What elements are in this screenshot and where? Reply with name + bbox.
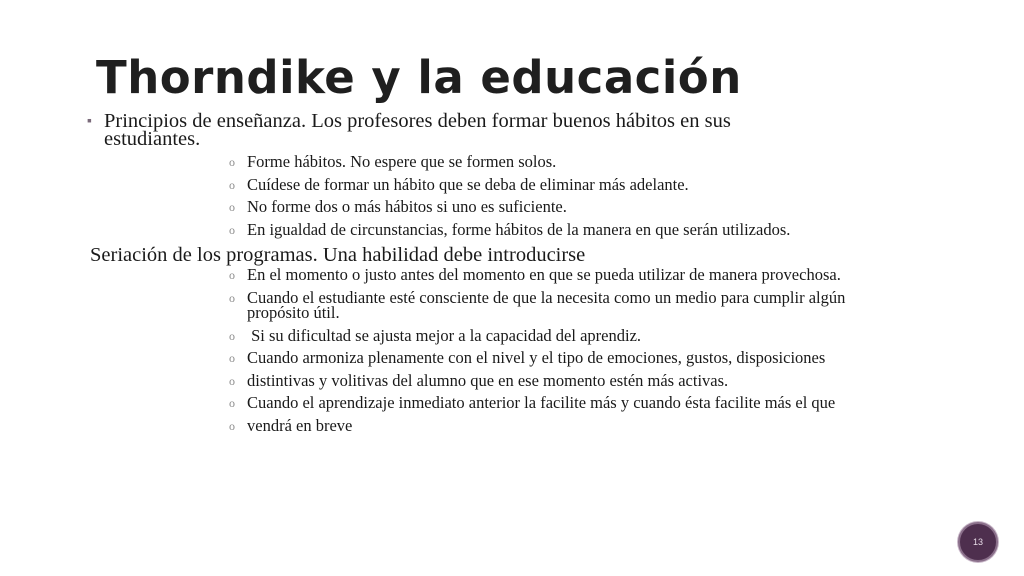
section1-heading: Principios de enseñanza. Los profesores deben formar buenos hábitos en sus estudiantes. — [104, 110, 731, 150]
section1-heading-item — [87, 110, 824, 150]
list-item — [229, 197, 897, 217]
list-item — [229, 174, 897, 194]
circle-bullet-icon: o — [229, 418, 235, 433]
list-item-text: Cuando el estudiante esté consciente de que la necesita como un medio para cumplir algún propósito útil. — [247, 287, 846, 322]
list-item-text: vendrá en breve — [247, 415, 353, 435]
slide-number-badge — [958, 522, 998, 562]
circle-bullet-icon: o — [229, 290, 235, 305]
circle-bullet-icon: o — [229, 177, 235, 192]
list-item — [229, 415, 897, 435]
list-item — [229, 325, 897, 345]
list-item-text: No forme dos o más hábitos si uno es suficiente. — [247, 197, 567, 217]
circle-bullet-icon: o — [229, 373, 235, 388]
list-item — [229, 370, 897, 390]
list-item — [229, 219, 897, 239]
circle-bullet-icon: o — [229, 222, 235, 237]
circle-bullet-icon: o — [229, 328, 235, 343]
slide-number: 13 — [972, 537, 983, 547]
list-item-text: Cuando armoniza plenamente con el nivel y el tipo de emociones, gustos, disposiciones — [247, 348, 826, 368]
list-item-text: Cuídese de formar un hábito que se deba de eliminar más adelante. — [247, 174, 689, 194]
list-item-text: Si su dificultad se ajusta mejor a la capacidad del aprendiz. — [247, 325, 642, 345]
square-bullet-icon: ▪ — [87, 114, 92, 129]
list-item — [229, 348, 897, 368]
list-item — [229, 265, 897, 285]
slide-content — [0, 112, 1024, 441]
circle-bullet-icon: o — [229, 155, 235, 169]
list-item-text: distintivas y volitivas del alumno que en ese momento estén más activas. — [247, 370, 729, 390]
list-item-text: En igualdad de circunstancias, forme hábitos de la manera en que serán utilizados. — [247, 219, 791, 239]
list-item-text: En el momento o justo antes del momento en que se pueda utilizar de manera provechosa. — [247, 265, 841, 285]
list-item-text: Forme hábitos. No espere que se formen solos. — [247, 152, 557, 171]
circle-bullet-icon: o — [229, 351, 235, 366]
list-item — [229, 393, 897, 413]
list-item — [229, 152, 897, 171]
list-item — [229, 287, 897, 322]
list-item-text: Cuando el aprendizaje inmediato anterior la facilite más y cuando ésta facilite más el que — [247, 393, 836, 413]
circle-bullet-icon: o — [229, 268, 235, 283]
circle-bullet-icon: o — [229, 396, 235, 411]
circle-bullet-icon: o — [229, 200, 235, 215]
section2-heading: Seriación de los programas. Una habilidad debe introducirse — [90, 244, 586, 267]
slide-title: Thorndike y la educación — [96, 51, 742, 104]
